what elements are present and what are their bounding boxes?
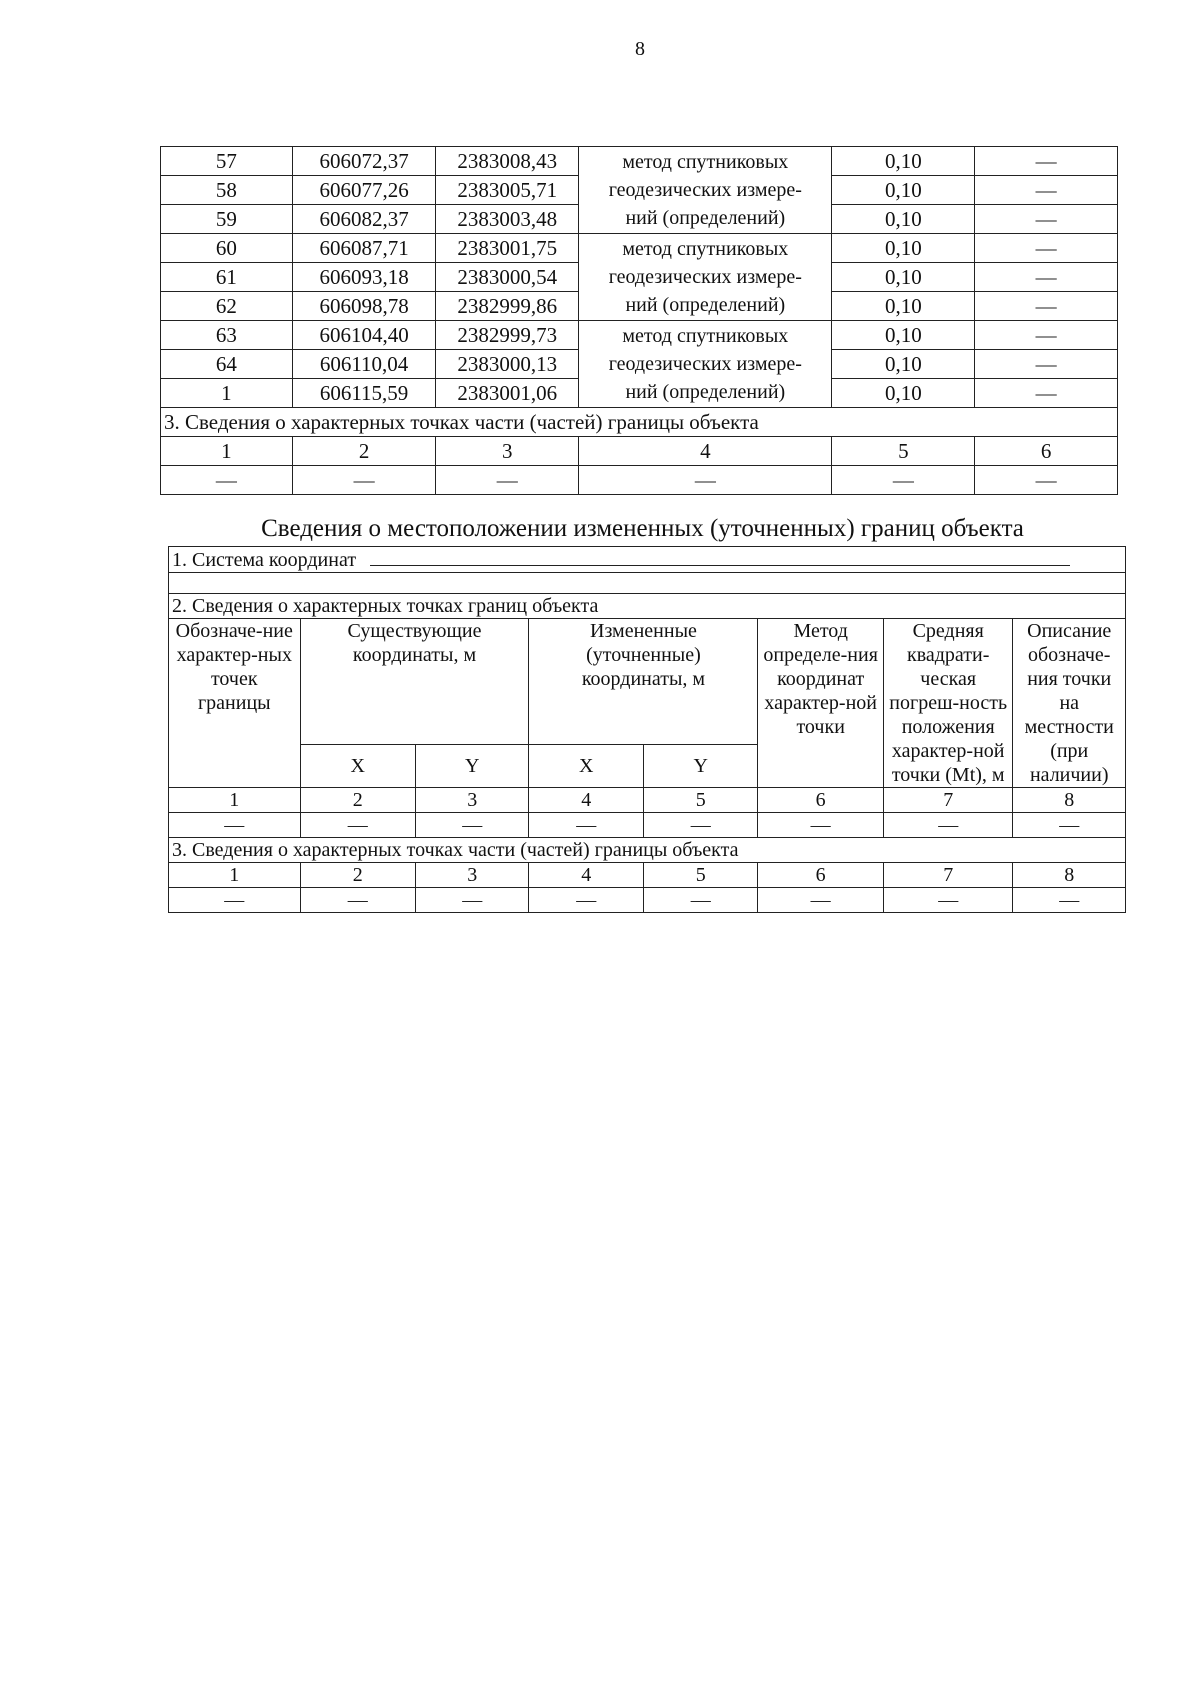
coord-x: 606115,59 — [292, 379, 436, 408]
empty-dash: — — [300, 888, 415, 913]
column-number: 3 — [416, 788, 529, 813]
page-number: 8 — [635, 38, 645, 60]
empty-dash: — — [529, 888, 643, 913]
coord-y: 2382999,73 — [436, 321, 579, 350]
point-number: 1 — [161, 379, 293, 408]
coord-y: 2383000,54 — [436, 263, 579, 292]
method-line: метод спутниковых — [622, 151, 789, 173]
header-changed-x: X — [529, 744, 643, 787]
mean-error: 0,10 — [832, 292, 975, 321]
column-number: 7 — [883, 788, 1013, 813]
coord-x: 606110,04 — [292, 350, 436, 379]
coord-y: 2382999,86 — [436, 292, 579, 321]
coord-x: 606082,37 — [292, 205, 436, 234]
empty-dash: — — [832, 466, 975, 495]
header-existing-coords: Существующие координаты, м — [300, 619, 529, 745]
point-number: 59 — [161, 205, 293, 234]
point-number: 61 — [161, 263, 293, 292]
column-number: 2 — [300, 863, 415, 888]
empty-dash: — — [292, 466, 436, 495]
description: — — [975, 205, 1118, 234]
header-existing-x: X — [300, 744, 415, 787]
table-row — [161, 321, 1118, 350]
header-existing-y: Y — [416, 744, 529, 787]
section3-label: 3. Сведения о характерных точках части (частей) границы объекта — [161, 408, 1118, 437]
empty-dash: — — [758, 813, 884, 838]
point-number: 62 — [161, 292, 293, 321]
header-changed-y: Y — [643, 744, 757, 787]
point-number: 58 — [161, 176, 293, 205]
coord-y: 2383005,71 — [436, 176, 579, 205]
method-line: геодезических измере- — [608, 353, 802, 375]
header-method: Метод определе-ния координат характер-ной точки — [758, 619, 884, 788]
column-number: 1 — [169, 863, 301, 888]
column-number: 4 — [529, 788, 643, 813]
table-row — [161, 147, 1118, 176]
column-number: 2 — [292, 437, 436, 466]
mean-error: 0,10 — [832, 234, 975, 263]
empty-dash: — — [416, 888, 529, 913]
section-title: Сведения о местоположении измененных (уточненных) границ объекта — [261, 515, 1024, 542]
column-number: 8 — [1013, 863, 1126, 888]
point-number: 60 — [161, 234, 293, 263]
method-cell — [579, 321, 832, 408]
point-number: 57 — [161, 147, 293, 176]
coord-x: 606077,26 — [292, 176, 436, 205]
method-line: метод спутниковых — [622, 325, 789, 347]
coordinate-system-row — [169, 547, 1126, 573]
empty-dash: — — [643, 813, 757, 838]
description: — — [975, 234, 1118, 263]
column-number: 1 — [161, 437, 293, 466]
method-line: геодезических измере- — [608, 179, 802, 201]
mean-error: 0,10 — [832, 263, 975, 292]
empty-dash: — — [758, 888, 884, 913]
coord-x: 606072,37 — [292, 147, 436, 176]
column-number: 6 — [758, 788, 884, 813]
description: — — [975, 321, 1118, 350]
column-number: 3 — [436, 437, 579, 466]
empty-dash: — — [643, 888, 757, 913]
point-number: 64 — [161, 350, 293, 379]
description: — — [975, 176, 1118, 205]
empty-dash: — — [529, 813, 643, 838]
empty-dash: — — [161, 466, 293, 495]
empty-dash: — — [883, 888, 1013, 913]
empty-dash: — — [169, 813, 301, 838]
column-number: 5 — [643, 788, 757, 813]
changed-boundaries-table — [168, 546, 1126, 913]
method-line: ний (определений) — [625, 381, 786, 403]
column-number: 5 — [832, 437, 975, 466]
coord-x: 606087,71 — [292, 234, 436, 263]
header-description: Описание обозначе-ния точки на местности (при наличии) — [1013, 619, 1126, 788]
empty-dash: — — [416, 813, 529, 838]
mean-error: 0,10 — [832, 379, 975, 408]
description: — — [975, 263, 1118, 292]
column-number: 2 — [300, 788, 415, 813]
column-number: 4 — [529, 863, 643, 888]
empty-dash: — — [1013, 888, 1126, 913]
empty-dash: — — [169, 888, 301, 913]
empty-dash: — — [579, 466, 832, 495]
coordinates-table-continued — [160, 146, 1118, 495]
mean-error: 0,10 — [832, 147, 975, 176]
coord-y: 2383008,43 — [436, 147, 579, 176]
column-number: 7 — [883, 863, 1013, 888]
method-line: ний (определений) — [625, 294, 786, 316]
description: — — [975, 147, 1118, 176]
header-point-designation: Обозначе-ние характер-ных точек границы — [169, 619, 301, 788]
coord-x: 606104,40 — [292, 321, 436, 350]
column-number: 8 — [1013, 788, 1126, 813]
coord-y: 2383001,75 — [436, 234, 579, 263]
empty-dash: — — [975, 466, 1118, 495]
description: — — [975, 379, 1118, 408]
column-number: 6 — [758, 863, 884, 888]
method-cell — [579, 234, 832, 321]
mean-error: 0,10 — [832, 321, 975, 350]
empty-dash: — — [883, 813, 1013, 838]
empty-dash: — — [436, 466, 579, 495]
mean-error: 0,10 — [832, 205, 975, 234]
coord-x: 606098,78 — [292, 292, 436, 321]
coord-y: 2383001,06 — [436, 379, 579, 408]
column-number: 1 — [169, 788, 301, 813]
header-mean-error: Средняя квадрати-ческая погреш-ность положения характер-ной точки (Mt), м — [883, 619, 1013, 788]
section2-label: 2. Сведения о характерных точках границ объекта — [169, 594, 1126, 619]
description: — — [975, 292, 1118, 321]
coordinate-system-label: 1. Система координат — [172, 549, 357, 571]
method-line: ний (определений) — [625, 207, 786, 229]
column-number: 3 — [416, 863, 529, 888]
table-row — [161, 234, 1118, 263]
header-changed-coords: Измененные (уточненные) координаты, м — [529, 619, 758, 745]
column-number: 4 — [579, 437, 832, 466]
mean-error: 0,10 — [832, 350, 975, 379]
empty-dash: — — [1013, 813, 1126, 838]
empty-dash: — — [300, 813, 415, 838]
coord-y: 2383003,48 — [436, 205, 579, 234]
method-line: метод спутниковых — [622, 238, 789, 260]
mean-error: 0,10 — [832, 176, 975, 205]
method-cell — [579, 147, 832, 234]
coord-y: 2383000,13 — [436, 350, 579, 379]
column-number: 6 — [975, 437, 1118, 466]
section3-label-2: 3. Сведения о характерных точках части (частей) границы объекта — [169, 838, 1126, 863]
column-number: 5 — [643, 863, 757, 888]
method-line: геодезических измере- — [608, 266, 802, 288]
coord-x: 606093,18 — [292, 263, 436, 292]
description: — — [975, 350, 1118, 379]
point-number: 63 — [161, 321, 293, 350]
